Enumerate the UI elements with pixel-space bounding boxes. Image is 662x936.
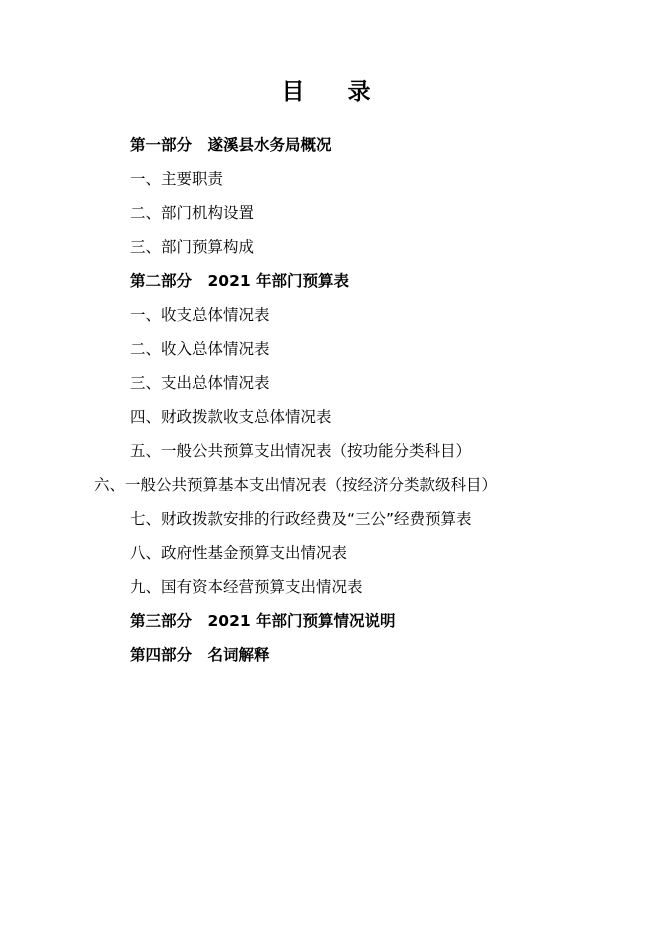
toc-entry-part-4[interactable]: 第四部分 名词解释 xyxy=(130,645,270,664)
toc-entry-2-7[interactable]: 七、财政拨款安排的行政经费及“三公”经费预算表 xyxy=(130,509,472,528)
toc-entry-1-2[interactable]: 二、部门机构设置 xyxy=(130,203,255,222)
toc-entry-2-2[interactable]: 二、收入总体情况表 xyxy=(130,339,270,358)
toc-entry-part-3[interactable]: 第三部分 2021 年部门预算情况说明 xyxy=(130,611,396,630)
page-title: 目 录 xyxy=(281,78,381,105)
toc-entry-2-3[interactable]: 三、支出总体情况表 xyxy=(130,373,270,392)
toc-entry-1-1[interactable]: 一、主要职责 xyxy=(130,169,224,188)
table-of-contents xyxy=(0,128,662,672)
toc-entry-2-8[interactable]: 八、政府性基金预算支出情况表 xyxy=(130,543,348,562)
toc-entry-1-3[interactable]: 三、部门预算构成 xyxy=(130,237,255,256)
toc-entry-2-6[interactable]: 六、一般公共预算基本支出情况表（按经济分类款级科目） xyxy=(94,475,498,494)
toc-entry-2-1[interactable]: 一、收支总体情况表 xyxy=(130,305,270,324)
toc-entry-2-5[interactable]: 五、一般公共预算支出情况表（按功能分类科目） xyxy=(130,441,472,460)
toc-entry-part-2[interactable]: 第二部分 2021 年部门预算表 xyxy=(130,271,350,290)
toc-entry-part-1[interactable]: 第一部分 遂溪县水务局概况 xyxy=(130,135,332,154)
toc-entry-2-4[interactable]: 四、财政拨款收支总体情况表 xyxy=(130,407,332,426)
toc-entry-2-9[interactable]: 九、国有资本经营预算支出情况表 xyxy=(130,577,363,596)
